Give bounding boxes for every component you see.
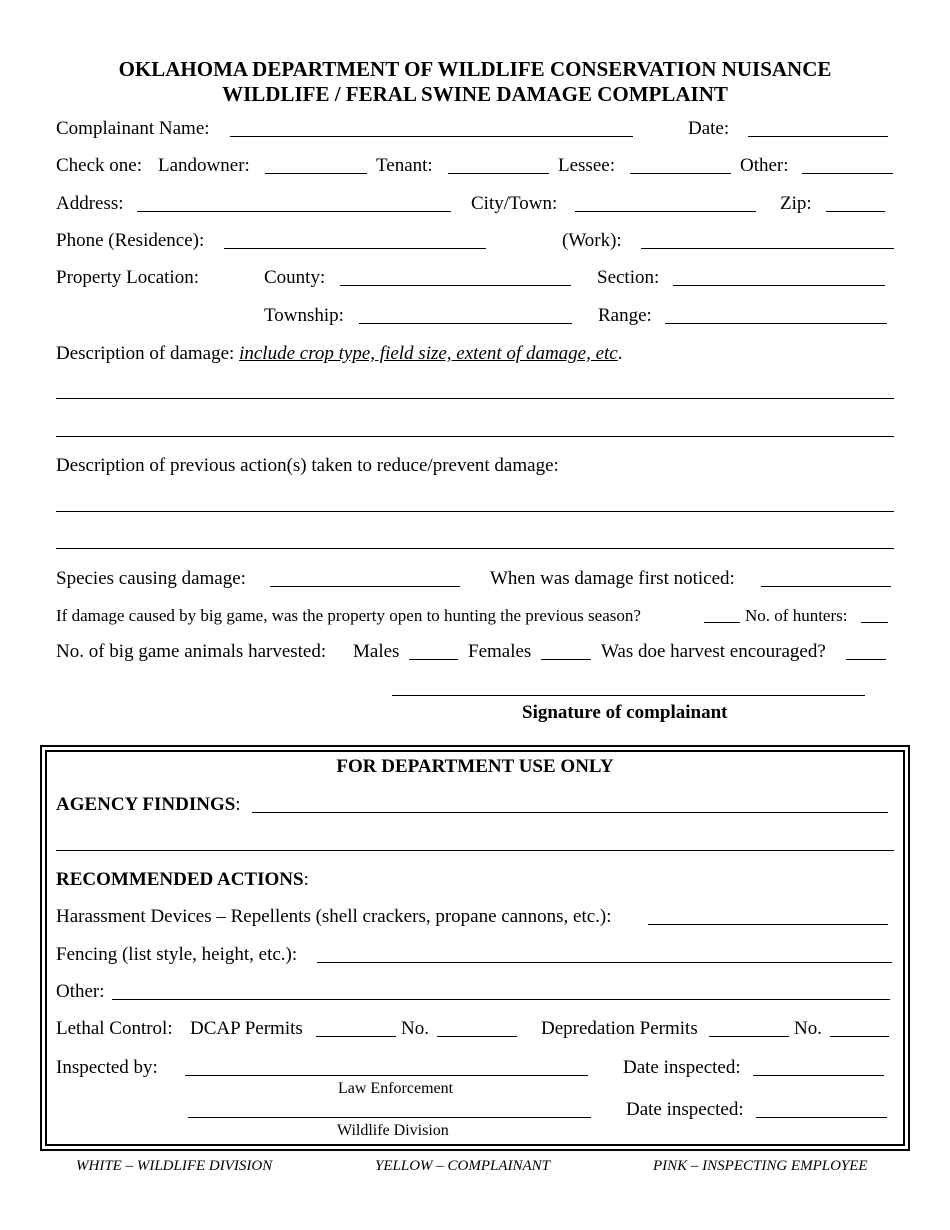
depredation-no-field[interactable]: [830, 1036, 889, 1037]
wildlife-division-label: Wildlife Division: [337, 1122, 449, 1139]
damage-description-label: Description of damage: include crop type, field size, extent of damage, etc.: [56, 343, 623, 364]
range-field[interactable]: [665, 323, 887, 324]
hunters-label: No. of hunters:: [745, 606, 848, 625]
harassment-label: Harassment Devices – Repellents (shell crackers, propane cannons, etc.):: [56, 906, 612, 927]
other-label: Other:: [740, 155, 789, 176]
date-inspected-field-1[interactable]: [753, 1075, 884, 1076]
dcap-permits-field[interactable]: [316, 1036, 396, 1037]
fencing-label: Fencing (list style, height, etc.):: [56, 944, 298, 965]
species-label: Species causing damage:: [56, 568, 246, 589]
recommended-actions-label: RECOMMENDED ACTIONS:: [56, 869, 309, 890]
form-title-line2: WILDLIFE / FERAL SWINE DAMAGE COMPLAINT: [222, 82, 728, 106]
damage-description-hint: include crop type, field size, extent of damage, etc: [239, 343, 618, 364]
address-field[interactable]: [137, 211, 451, 212]
previous-actions-line-2[interactable]: [56, 548, 894, 549]
dcap-no-label: No.: [401, 1018, 429, 1039]
section-label: Section:: [597, 267, 660, 288]
section-field[interactable]: [673, 285, 885, 286]
date-field[interactable]: [748, 136, 888, 137]
hunters-field[interactable]: [861, 622, 888, 623]
zip-label: Zip:: [780, 193, 812, 214]
footer-pink-copy: PINK – INSPECTING EMPLOYEE: [653, 1158, 868, 1174]
doe-harvest-field[interactable]: [846, 659, 886, 660]
damage-description-line-1[interactable]: [56, 398, 894, 399]
dept-other-label: Other:: [56, 981, 105, 1002]
depredation-permits-label: Depredation Permits: [541, 1018, 698, 1039]
females-label: Females: [468, 641, 532, 662]
dcap-permits-label: DCAP Permits: [190, 1018, 303, 1039]
complainant-name-label: Complainant Name:: [56, 118, 210, 139]
tenant-label: Tenant:: [376, 155, 433, 176]
first-noticed-field[interactable]: [761, 586, 891, 587]
inspected-by-label: Inspected by:: [56, 1057, 158, 1078]
dept-other-field[interactable]: [112, 999, 890, 1000]
township-label: Township:: [264, 305, 344, 326]
date-inspected-label-2: Date inspected:: [626, 1099, 744, 1120]
property-location-label: Property Location:: [56, 267, 199, 288]
city-field[interactable]: [575, 211, 756, 212]
signature-line[interactable]: [392, 695, 865, 696]
dcap-no-field[interactable]: [437, 1036, 517, 1037]
depredation-permits-field[interactable]: [709, 1036, 789, 1037]
species-field[interactable]: [270, 586, 460, 587]
phone-residence-field[interactable]: [224, 248, 486, 249]
date-inspected-field-2[interactable]: [756, 1117, 887, 1118]
other-field[interactable]: [802, 173, 893, 174]
previous-actions-line-1[interactable]: [56, 511, 894, 512]
phone-work-label: (Work):: [562, 230, 622, 251]
agency-findings-line-1[interactable]: [252, 812, 888, 813]
inspected-by-wildlife-division-field[interactable]: [188, 1117, 591, 1118]
previous-actions-label: Description of previous action(s) taken to reduce/prevent damage:: [56, 455, 559, 476]
township-field[interactable]: [359, 323, 572, 324]
big-game-open-field[interactable]: [704, 622, 740, 623]
lethal-control-label: Lethal Control:: [56, 1018, 173, 1039]
signature-label: Signature of complainant: [522, 702, 728, 723]
landowner-field[interactable]: [265, 173, 367, 174]
fencing-field[interactable]: [317, 962, 892, 963]
first-noticed-label: When was damage first noticed:: [490, 568, 735, 589]
depredation-no-label: No.: [794, 1018, 822, 1039]
zip-field[interactable]: [826, 211, 885, 212]
department-header: FOR DEPARTMENT USE ONLY: [336, 756, 614, 777]
big-game-question: If damage caused by big game, was the property open to hunting the previous season?: [56, 606, 641, 625]
females-field[interactable]: [541, 659, 591, 660]
agency-findings-label: AGENCY FINDINGS:: [56, 794, 241, 815]
date-label: Date:: [688, 118, 730, 139]
county-label: County:: [264, 267, 326, 288]
agency-findings-line-2[interactable]: [56, 850, 894, 851]
law-enforcement-label: Law Enforcement: [338, 1080, 454, 1097]
footer-white-copy: WHITE – WILDLIFE DIVISION: [76, 1158, 273, 1174]
inspected-by-law-enforcement-field[interactable]: [185, 1075, 588, 1076]
range-label: Range:: [598, 305, 652, 326]
harvested-label: No. of big game animals harvested:: [56, 641, 327, 662]
phone-residence-label: Phone (Residence):: [56, 230, 205, 251]
phone-work-field[interactable]: [641, 248, 894, 249]
harassment-field[interactable]: [648, 924, 888, 925]
males-label: Males: [353, 641, 400, 662]
date-inspected-label-1: Date inspected:: [623, 1057, 741, 1078]
footer-yellow-copy: YELLOW – COMPLAINANT: [375, 1158, 551, 1174]
complainant-name-field[interactable]: [230, 136, 633, 137]
doe-harvest-label: Was doe harvest encouraged?: [601, 641, 826, 662]
lessee-field[interactable]: [630, 173, 731, 174]
address-label: Address:: [56, 193, 124, 214]
landowner-label: Landowner:: [158, 155, 250, 176]
form-title-line1: OKLAHOMA DEPARTMENT OF WILDLIFE CONSERVATION NUISANCE: [118, 57, 832, 81]
lessee-label: Lessee:: [558, 155, 615, 176]
tenant-field[interactable]: [448, 173, 549, 174]
males-field[interactable]: [409, 659, 458, 660]
check-one-label: Check one:: [56, 155, 143, 176]
county-field[interactable]: [340, 285, 571, 286]
city-label: City/Town:: [471, 193, 558, 214]
damage-description-line-2[interactable]: [56, 436, 894, 437]
